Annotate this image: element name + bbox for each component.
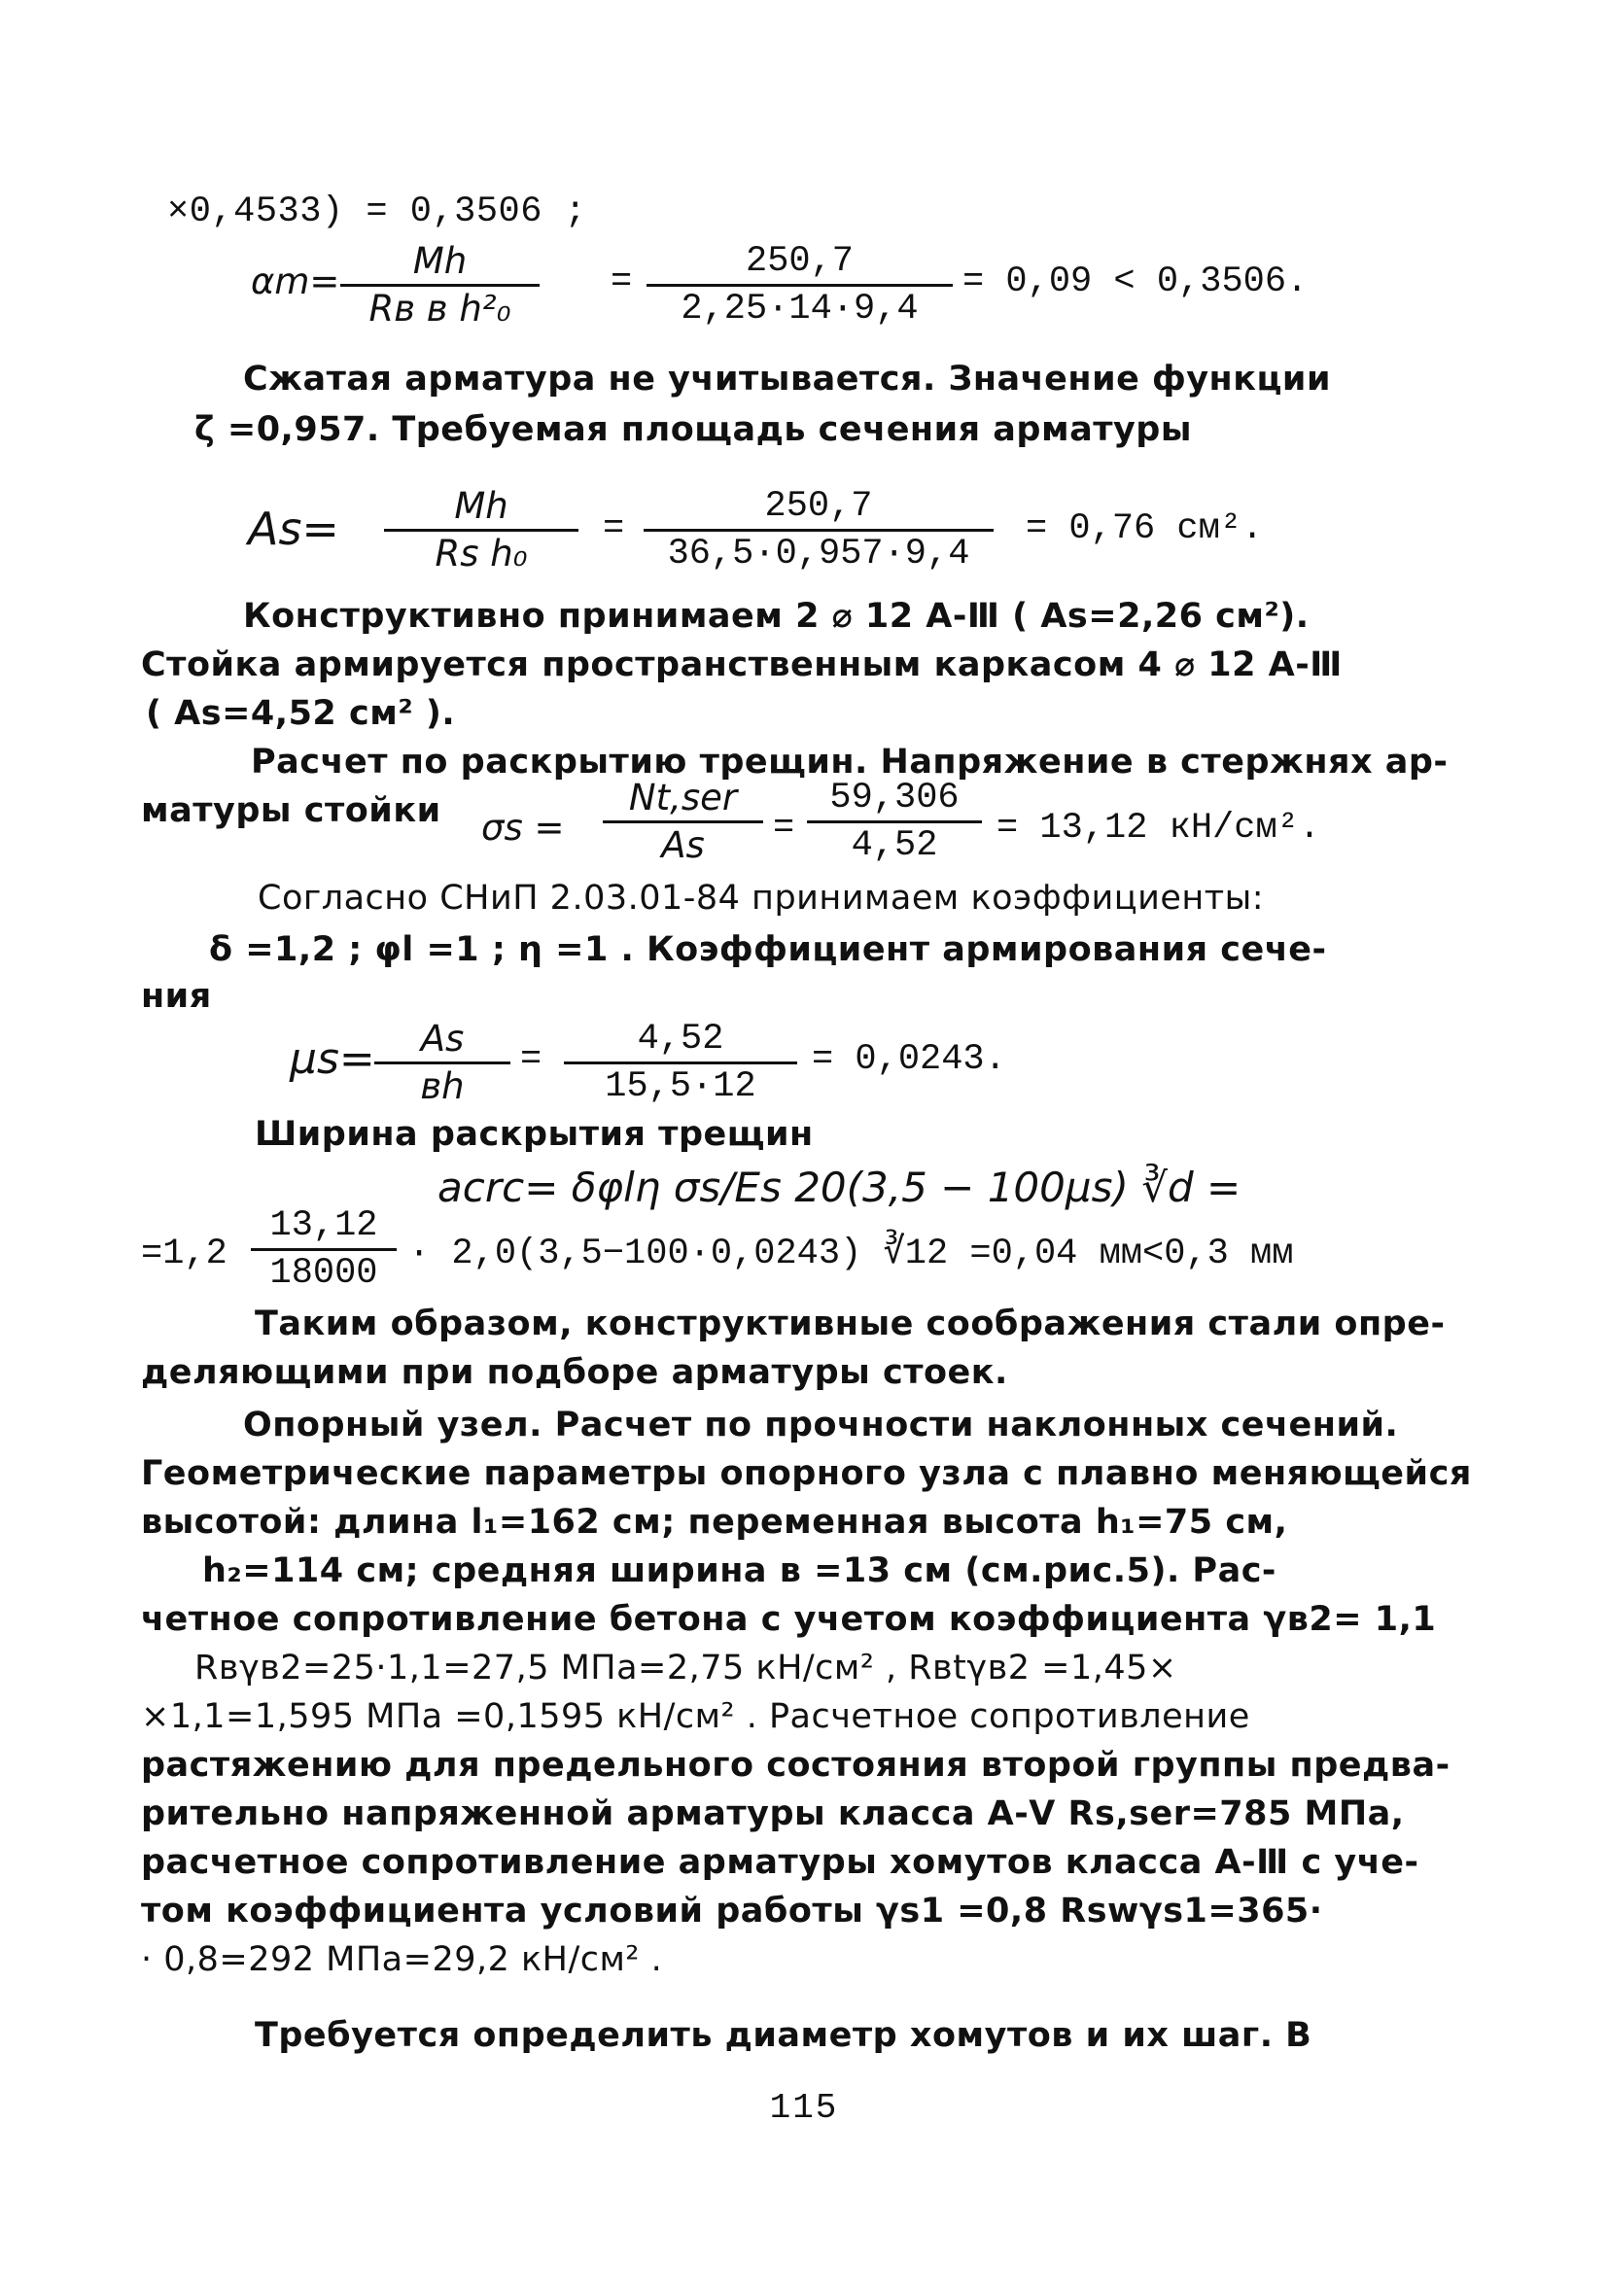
fraction-numerator: 250,7 — [745, 241, 855, 282]
fraction-denominator: 18000 — [269, 1253, 378, 1294]
fraction — [251, 1205, 397, 1294]
equation-part: =1,2 — [141, 1234, 227, 1274]
text-line: Ширина раскрытия трещин — [255, 1115, 814, 1154]
equation-rhs: = 0,0243. — [812, 1039, 1006, 1080]
equation-line: acrc= δφlη σs/Es 20(3,5 − 100μs) ∛d = — [437, 1164, 1241, 1211]
text-line: Требуется определить диаметр хомутов и их шаг. В — [255, 2016, 1312, 2055]
text-line: ( As=4,52 см² ). — [146, 694, 456, 733]
equation-lhs: σs = — [481, 807, 565, 849]
fraction-bar — [340, 284, 540, 287]
fraction-bar — [374, 1061, 510, 1064]
fraction-bar — [644, 529, 994, 532]
page-number: 115 — [769, 2088, 839, 2128]
text-line: Сжатая арматура не учитывается. Значение функции — [243, 360, 1331, 399]
text-line: четное сопротивление бетона с учетом коэффициента γв2= 1,1 — [141, 1600, 1437, 1639]
text-line: δ =1,2 ; φl =1 ; η =1 . Коэффициент армирования сече- — [209, 930, 1327, 969]
equation-rhs: = 0,76 см². — [1026, 508, 1264, 549]
fraction — [384, 486, 578, 574]
equals-sign: = — [773, 808, 795, 849]
fraction-numerator: 13,12 — [269, 1205, 378, 1246]
fraction-numerator: 4,52 — [637, 1019, 724, 1060]
fraction-denominator: 4,52 — [851, 825, 938, 866]
equation-rhs: = 13,12 кН/см². — [996, 808, 1321, 849]
text-line: рительно напряженной арматуры класса А-Ⅴ Rs,ser=785 МПа, — [141, 1794, 1405, 1833]
equation-part: · 2,0(3,5−100·0,0243) ∛12 =0,04 мм<0,3 мм — [408, 1234, 1294, 1274]
text-line: высотой: длина l₁=162 см; переменная высота h₁=75 см, — [141, 1503, 1288, 1542]
fraction-numerator: Mh — [412, 240, 468, 282]
text-line: Геометрические параметры опорного узла с плавно меняющейся — [141, 1454, 1472, 1493]
fraction-bar — [251, 1248, 397, 1251]
fraction-numerator: 59,306 — [829, 778, 960, 818]
text-line: Согласно СНиП 2.03.01-84 принимаем коэффициенты: — [258, 879, 1265, 918]
equation-lhs: As= — [248, 503, 339, 555]
text-line: Стойка армируется пространственным каркасом 4 ⌀ 12 А-Ⅲ — [141, 645, 1343, 684]
fraction — [374, 1019, 510, 1107]
text-line: ×1,1=1,595 МПа =0,1595 кН/см² . Расчетное сопротивление — [141, 1697, 1250, 1736]
text-line: Опорный узел. Расчет по прочности наклонных сечений. — [243, 1406, 1399, 1444]
text-line: Rвγв2=25·1,1=27,5 МПа=2,75 кН/см² , Rвtγв2 =1,45× — [194, 1649, 1177, 1687]
fraction-numerator: Mh — [454, 485, 508, 527]
text-line: ния — [141, 977, 212, 1016]
fraction — [644, 486, 994, 574]
text-line: матуры стойки — [141, 791, 441, 830]
fraction — [647, 241, 953, 330]
equation-lhs: αm= — [251, 261, 340, 302]
text-line: h₂=114 см; средняя ширина в =13 см (см.рис.5). Рас- — [202, 1551, 1276, 1590]
text-line: Таким образом, конструктивные соображения стали опре- — [255, 1305, 1446, 1343]
fraction-bar — [603, 820, 763, 823]
equation-lhs: μs= — [290, 1034, 375, 1084]
equals-sign: = — [611, 261, 633, 302]
fraction-numerator: As — [420, 1018, 465, 1060]
fraction-bar — [647, 284, 953, 287]
fraction — [564, 1019, 797, 1107]
text-line: расчетное сопротивление арматуры хомутов класса А-Ⅲ с уче- — [141, 1843, 1419, 1882]
text-line: растяжению для предельного состояния второй группы предва- — [141, 1746, 1451, 1785]
fraction-denominator: As — [661, 824, 705, 866]
equals-sign: = — [603, 508, 625, 549]
fraction-bar — [564, 1061, 797, 1064]
fraction-denominator: Rs h₀ — [435, 533, 528, 574]
text-line: ×0,4533) = 0,3506 ; — [167, 191, 587, 232]
text-line: Расчет по раскрытию трещин. Напряжение в стержнях ар- — [251, 743, 1449, 782]
text-line: Конструктивно принимаем 2 ⌀ 12 А-Ⅲ ( As=2,26 см²). — [243, 597, 1310, 636]
text-line: том коэффициента условий работы γs1 =0,8 Rswγs1=365· — [141, 1892, 1323, 1931]
text-line: ζ =0,957. Требуемая площадь сечения арматуры — [194, 410, 1192, 449]
fraction — [603, 778, 763, 866]
text-line: · 0,8=292 МПа=29,2 кН/см² . — [141, 1940, 663, 1979]
fraction-denominator: 36,5·0,957·9,4 — [667, 534, 970, 574]
fraction-numerator: Nt,ser — [628, 777, 738, 818]
equation-rhs: = 0,09 < 0,3506. — [962, 261, 1309, 302]
fraction-denominator: 15,5·12 — [605, 1066, 756, 1107]
fraction-numerator: 250,7 — [764, 486, 873, 527]
fraction-denominator: 2,25·14·9,4 — [681, 289, 919, 330]
fraction — [340, 241, 540, 330]
fraction — [807, 778, 982, 866]
equals-sign: = — [520, 1039, 542, 1080]
fraction-bar — [384, 529, 578, 532]
fraction-bar — [807, 820, 982, 823]
fraction-denominator: вh — [420, 1065, 465, 1107]
text-line: деляющими при подборе арматуры стоек. — [141, 1353, 1008, 1392]
fraction-denominator: Rв в h²₀ — [368, 288, 511, 330]
